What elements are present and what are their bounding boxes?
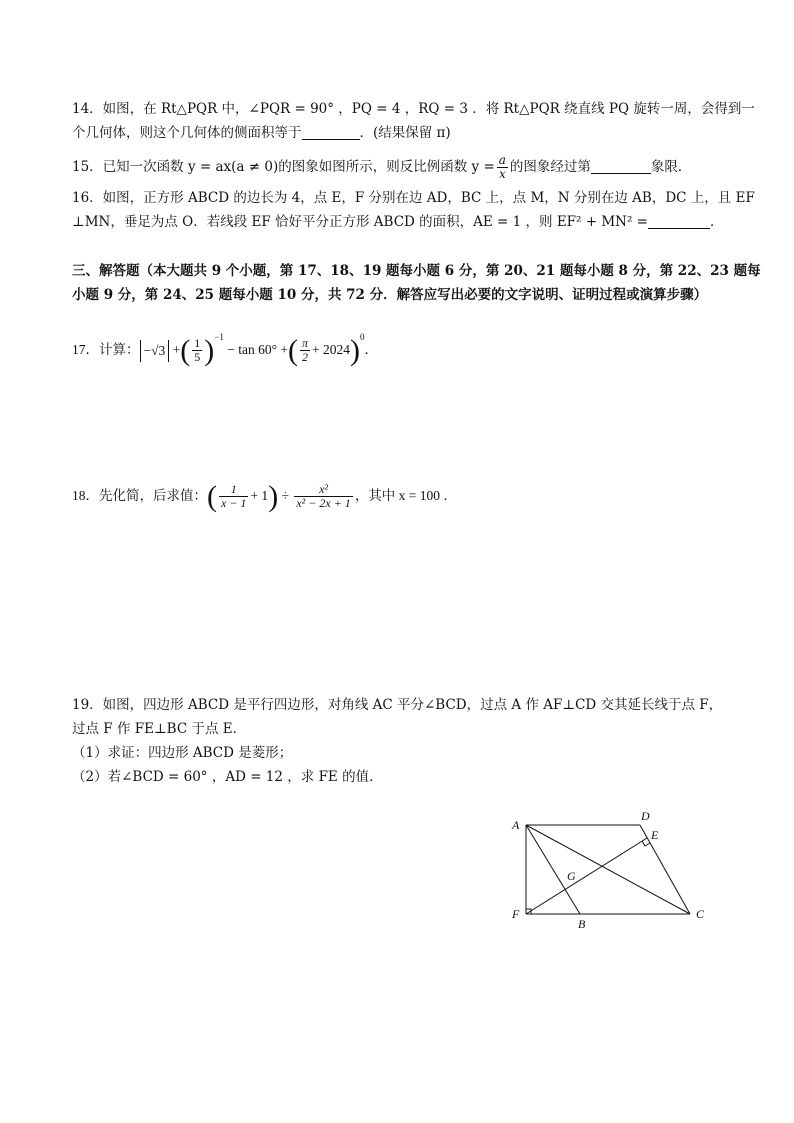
q17-plus-2024: + 2024: [312, 342, 350, 357]
q17-exponent-0: 0: [360, 332, 365, 342]
q15-text-b: 的图象如图所示，则反比例函数 y =: [278, 159, 495, 175]
q15-frac-num: a: [498, 153, 506, 167]
right-angle-E: [642, 841, 650, 846]
q15-text-a: 15．已知一次函数 y = ax: [72, 159, 232, 175]
q19-line1: 19．如图，四边形 ABCD 是平行四边形，对角线 AC 平分∠BCD，过点 A 作 AF⊥CD 交其延长线于点 F，: [72, 697, 723, 713]
q14-line2-tail: ．(结果保留 π): [359, 125, 451, 141]
q14-answer-blank[interactable]: [302, 125, 360, 140]
q17-abs-value: −√3: [140, 340, 170, 362]
q18-fraction-1: [219, 483, 248, 510]
q17-end: ．: [364, 342, 378, 357]
q14-line1: 14．如图，在 Rt△PQR 中，∠PQR = 90° ，PQ = 4 ，RQ = 3 ．将 Rt△PQR 绕直线 PQ 旋转一周，会得到一: [72, 101, 755, 117]
section3-header-line2: 小题 9 分，第 24、25 题每小题 10 分，共 72 分．解答应写出必要的文字说明、证明过程或演算步骤）: [72, 287, 708, 303]
q15-text-c: 的图象经过第: [509, 159, 591, 175]
q18-f1-den: x − 1: [221, 496, 247, 511]
q17-mid: − tan 60° +: [227, 342, 288, 357]
label-C: C: [696, 907, 705, 921]
q15-frac-den: x: [498, 167, 506, 181]
q15-text-d: 象限．: [650, 159, 692, 175]
q18-plus1: + 1: [250, 488, 269, 503]
q16-line1: 16．如图，正方形 ABCD 的边长为 4，点 E，F 分别在边 AD，BC 上，点 M，N 分别在边 AB，DC 上，且 EF: [72, 190, 755, 206]
label-D: D: [641, 809, 650, 823]
segment-FE: [526, 838, 647, 914]
q16-answer-blank[interactable]: [648, 214, 710, 229]
q17-frac-den: 5: [194, 350, 201, 365]
q18-f2-den: x² − 2x + 1: [296, 496, 351, 511]
section3-header-line1: 三、解答题（本大题共 9 个小题，第 17、18、19 题每小题 6 分，第 20、21 题每小题 8 分，第 22、23 题每: [72, 263, 761, 279]
q17-label: 17．计算：: [72, 342, 140, 357]
q19-geometry-figure: [500, 805, 730, 940]
q17-exponent-1: −1: [214, 332, 224, 342]
q15-answer-blank[interactable]: [591, 159, 651, 174]
q16-line2: [72, 213, 732, 231]
q14-line2-text: 个几何体，则这个几何体的侧面积等于: [72, 125, 302, 141]
q17-pi-num: π: [301, 336, 308, 351]
q17-line: 17．计算： −√3 +( $\frac{1}{5}$ )$^{-1}$ − tan 60° +( $\frac{\pi}{2}$ + 2024)$^0$．: [72, 332, 378, 367]
q16-line2-tail: ．: [710, 214, 724, 230]
label-A: A: [512, 818, 520, 832]
q18-tail: ，其中 x = 100 ．: [354, 488, 457, 503]
q15-line: [72, 154, 732, 181]
label-B: B: [578, 917, 586, 931]
q19-part1: （1）求证：四边形 ABCD 是菱形；: [72, 745, 293, 761]
q18-f1-num: 1: [219, 483, 248, 497]
q18-f2-num: x²: [294, 483, 352, 497]
q14-line2: [72, 124, 732, 142]
q18-label: 18．先化简，后求值：: [72, 488, 207, 503]
label-E: E: [651, 828, 659, 842]
q18-line: 18．先化简，后求值：( $\frac{1}{x - 1}$ + 1) ÷ $\frac{\text{x²}}{\text{x² − 2x + 1}}$ ，其中 x = 100 ．: [72, 479, 457, 513]
q16-line2-text: ⊥MN，垂足为点 O．若线段 EF 恰好平分正方形 ABCD 的面积，AE = 1 ，则 EF² + MN² =: [72, 214, 648, 230]
q17-frac-num: 1: [194, 336, 201, 351]
q15-fraction: [497, 154, 508, 181]
label-G: G: [567, 869, 576, 883]
q17-pi-den: 2: [301, 350, 308, 365]
q18-divide: ÷: [281, 488, 289, 503]
q17-fraction: [192, 337, 202, 364]
q17-pi-fraction: [300, 337, 310, 364]
q18-fraction-2: [294, 483, 352, 510]
q15-condition: (a ≠ 0): [231, 159, 279, 175]
q19-part2: （2）若∠BCD = 60° ，AD = 12 ，求 FE 的值．: [72, 769, 383, 785]
label-F: F: [512, 907, 520, 921]
q19-line2: 过点 F 作 FE⊥BC 于点 E．: [72, 721, 247, 737]
